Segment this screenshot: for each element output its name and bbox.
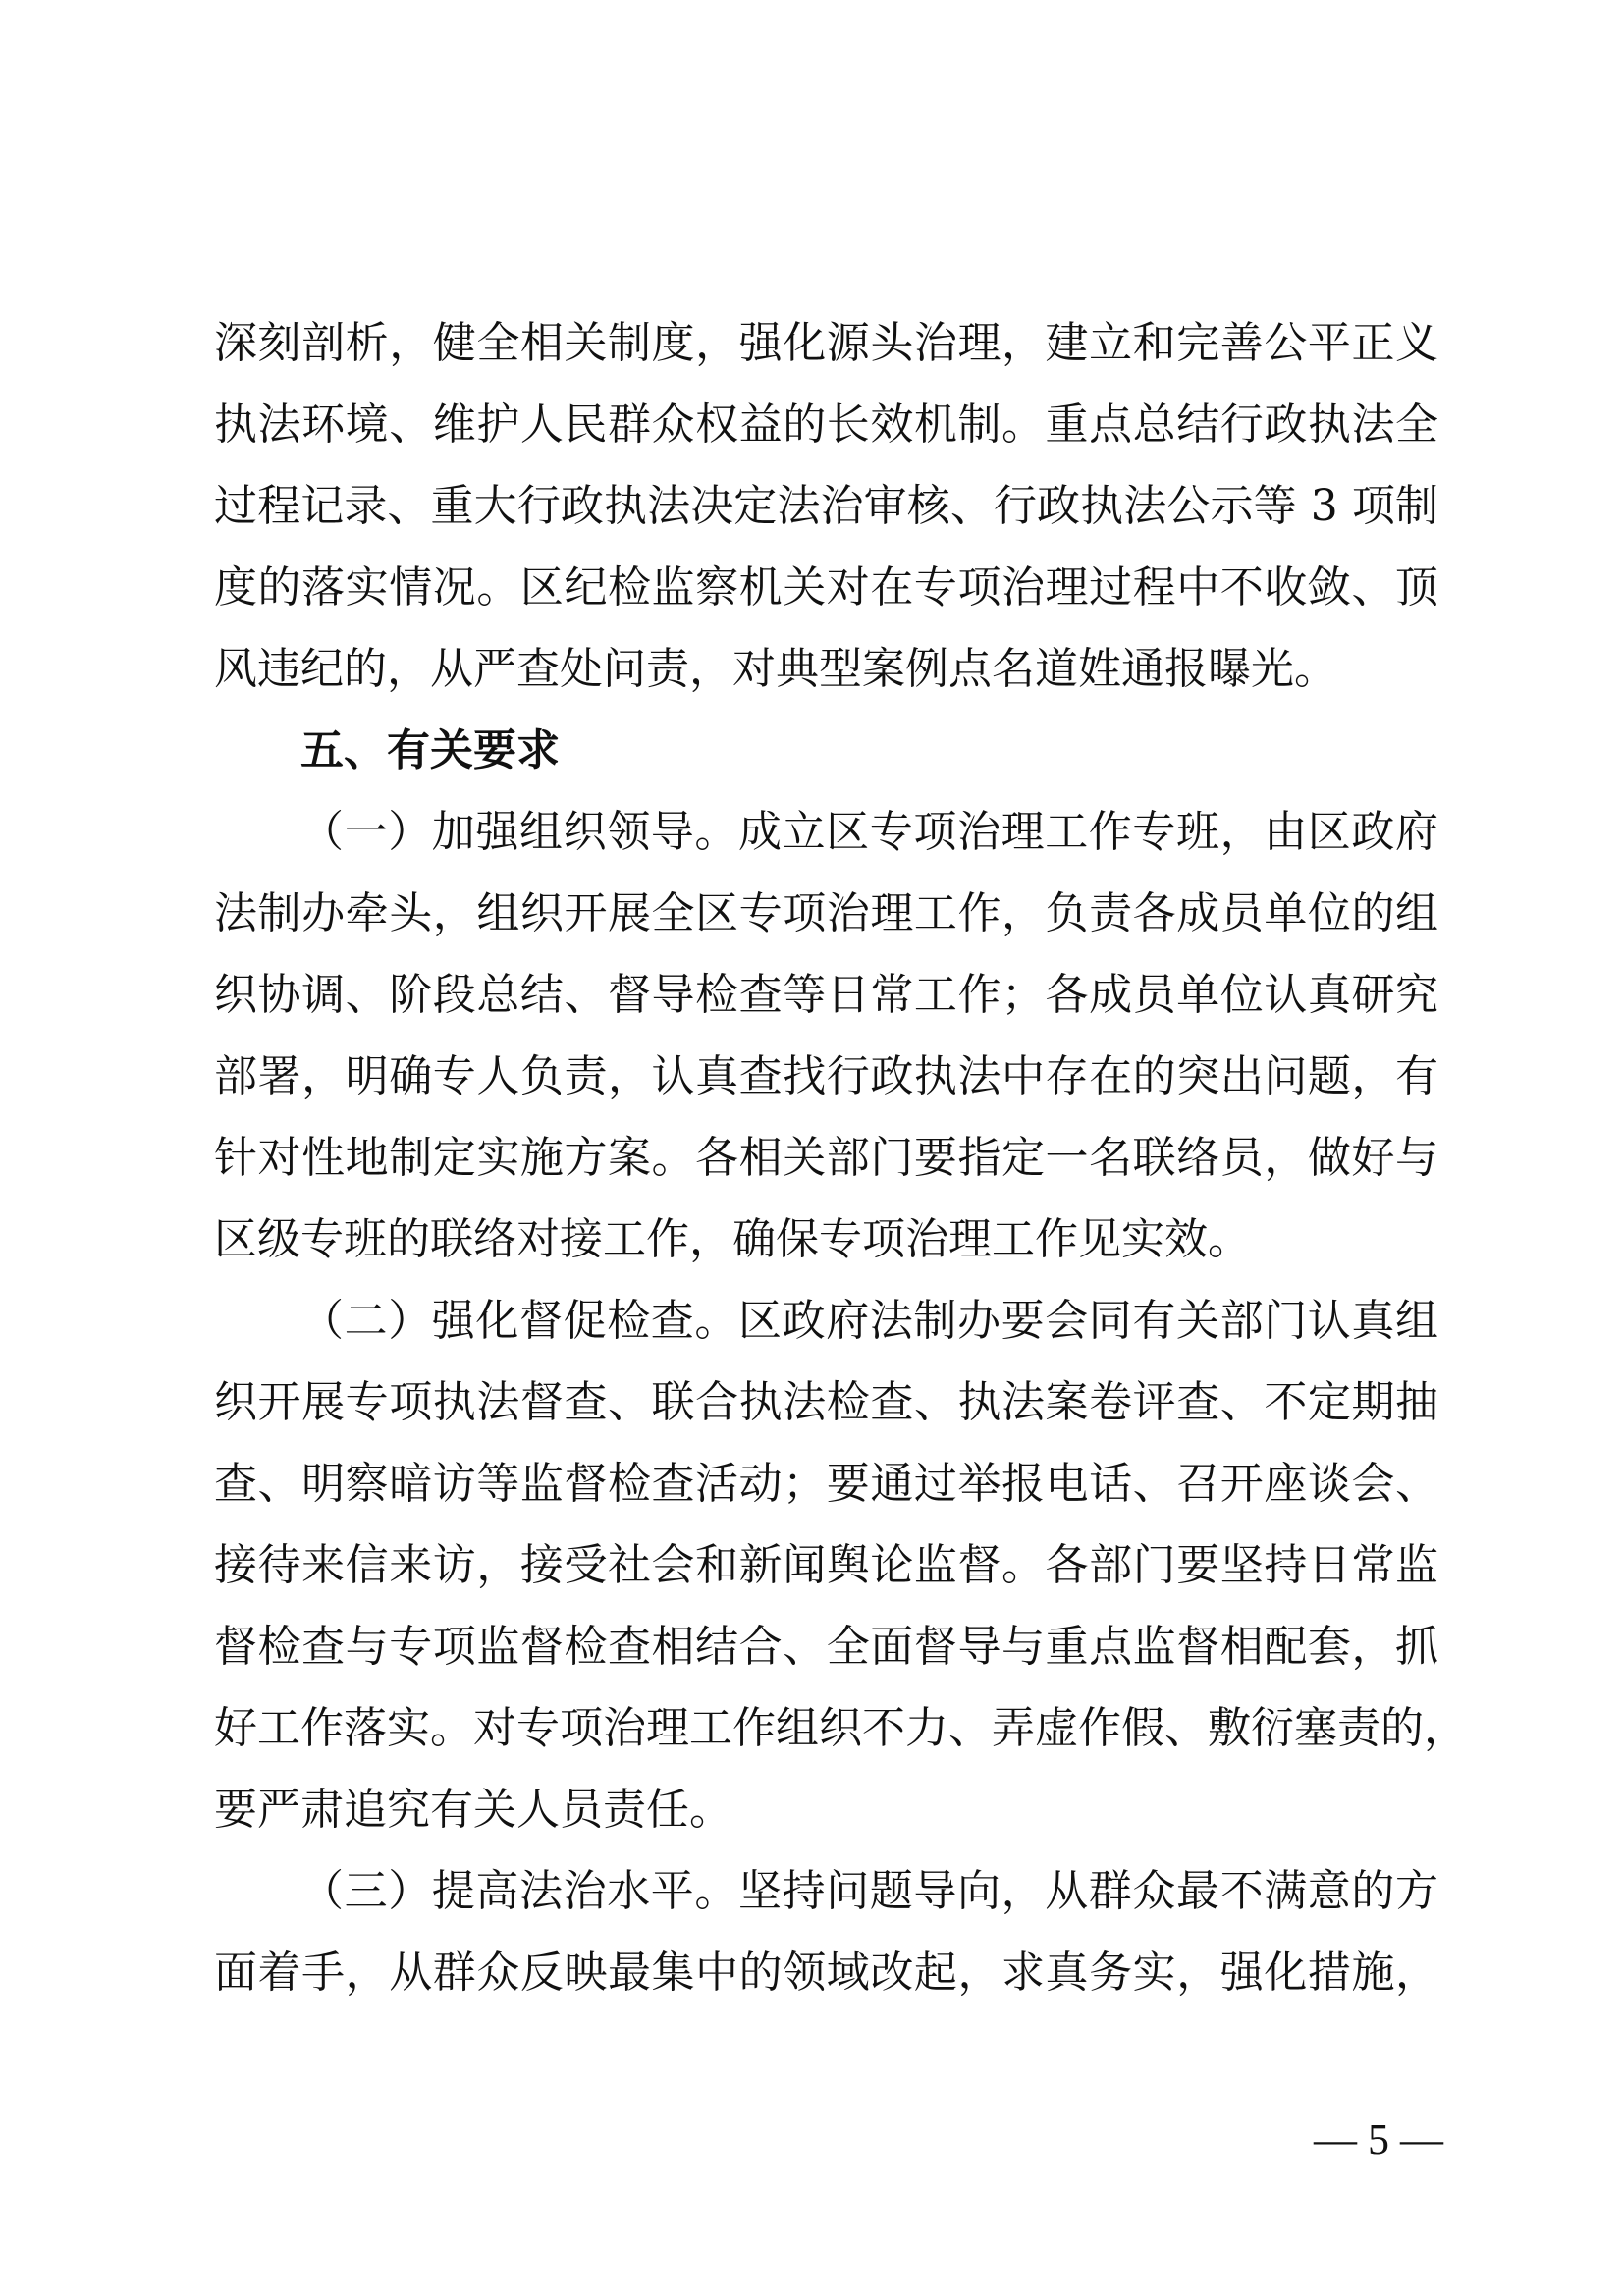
text-line: （二）强化督促检查。区政府法制办要会同有关部门认真组 [300,1296,1438,1346]
text-line: 深刻剖析，健全相关制度，强化源头治理，建立和完善公平正义 [214,318,1438,368]
text-line: 督检查与专项监督检查相结合、全面督导与重点监督相配套，抓 [214,1622,1438,1672]
text-line: 面着手，从群众反映最集中的领域改起，求真务实，强化措施， [214,1948,1438,1998]
text-line: 织协调、阶段总结、督导检查等日常工作；各成员单位认真研究 [214,970,1438,1020]
text-line: 接待来信来访，接受社会和新闻舆论监督。各部门要坚持日常监 [214,1540,1438,1590]
text-line: 好工作落实。对专项治理工作组织不力、弄虚作假、敷衍塞责的， [214,1703,1467,1753]
page-number: — 5 — [1314,2115,1443,2163]
text-line: 部署，明确专人负责，认真查找行政执法中存在的突出问题，有 [214,1051,1438,1101]
text-line: 针对性地制定实施方案。各相关部门要指定一名联络员，做好与 [214,1133,1438,1183]
text-line: 法制办牵头，组织开展全区专项治理工作，负责各成员单位的组 [214,888,1438,938]
text-line: 查、明察暗访等监督检查活动；要通过举报电话、召开座谈会、 [214,1459,1438,1509]
section-heading: 五、有关要求 [300,725,560,775]
text-line: 度的落实情况。区纪检监察机关对在专项治理过程中不收敛、顶 [214,562,1438,613]
text-line: 风违纪的，从严查处问责，对典型案例点名道姓通报曝光。 [214,644,1337,694]
text-line: （一）加强组织领导。成立区专项治理工作专班，由区政府 [300,807,1438,857]
text-line: 要严肃追究有关人员责任。 [214,1785,732,1835]
text-line: 织开展专项执法督查、联合执法检查、执法案卷评查、不定期抽 [214,1377,1438,1427]
text-line: 过程记录、重大行政执法决定法治审核、行政执法公示等 3 项制 [214,481,1438,531]
text-line: （三）提高法治水平。坚持问题导向，从群众最不满意的方 [300,1866,1438,1916]
text-line: 执法环境、维护人民群众权益的长效机制。重点总结行政执法全 [214,400,1438,450]
text-line: 区级专班的联络对接工作，确保专项治理工作见实效。 [214,1214,1251,1264]
